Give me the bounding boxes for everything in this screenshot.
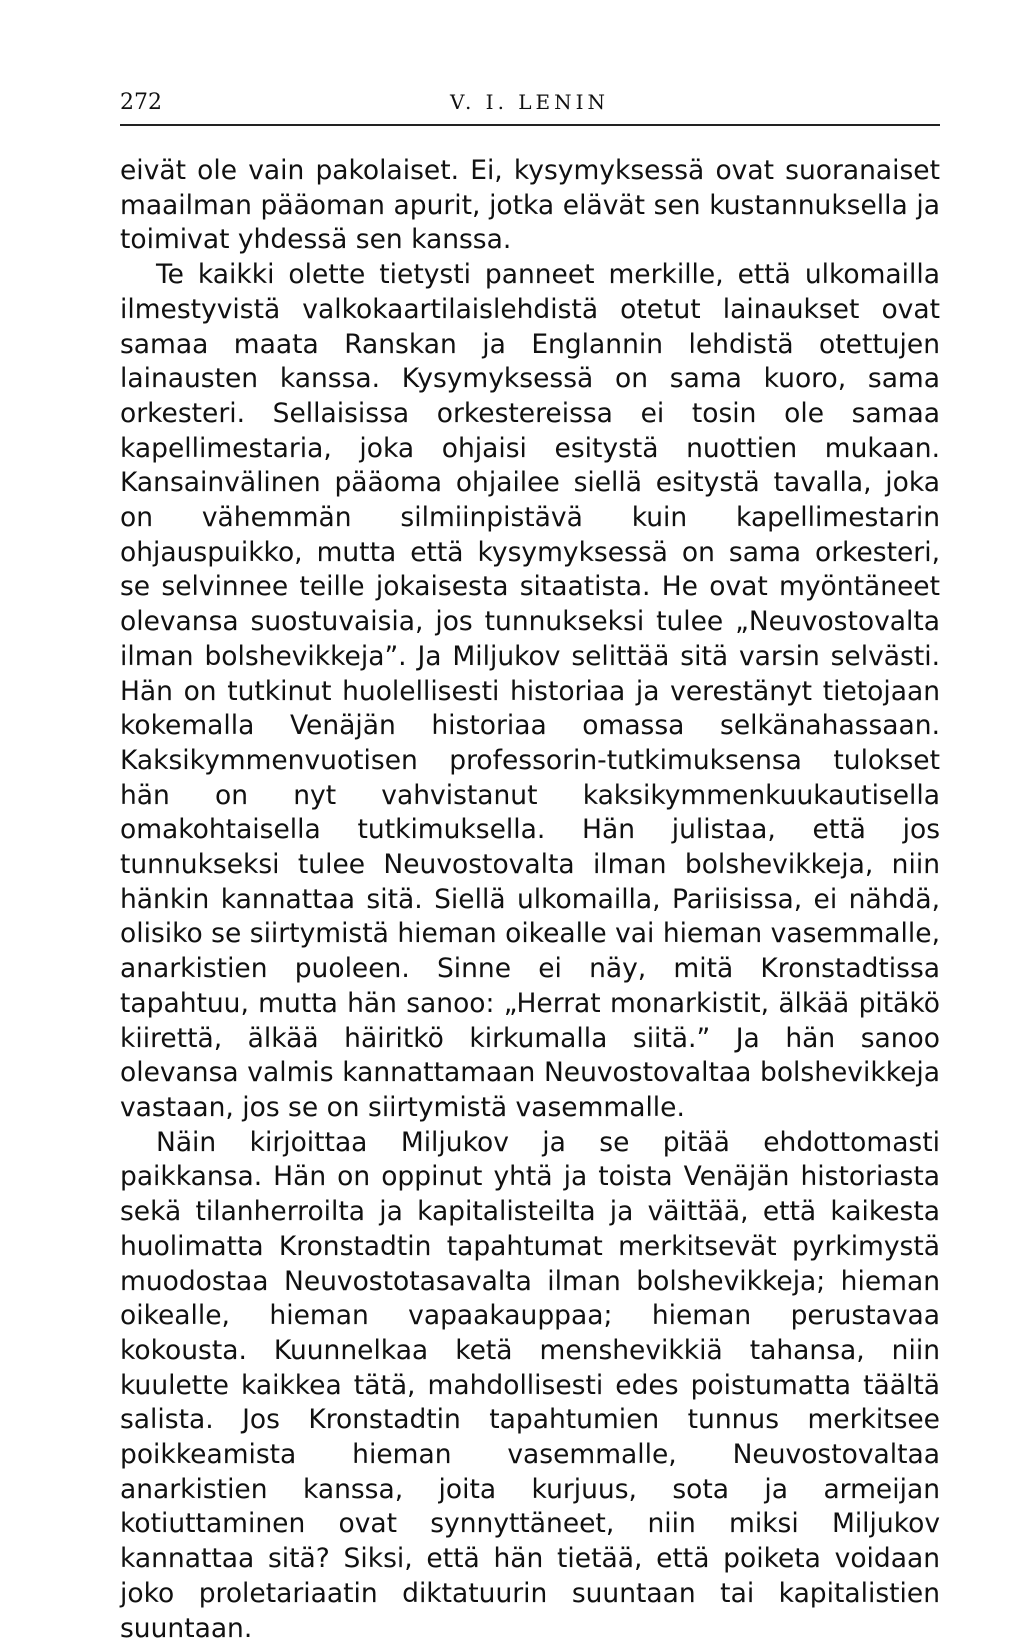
paragraph: eivät ole vain pakolaiset. Ei, kysymyksessä ovat suoranaiset maailman pääoman apurit, jotka elävät sen kustannuksella ja toimivat yhdessä sen kanssa. — [120, 155, 940, 256]
paragraph: Te kaikki olette tietysti panneet merkille, että ulkomailla ilmestyvistä valkokaartilaislehdistä otetut lainaukset ovat samaa maata Ranskan ja Englannin lehdistä otettujen lainausten kanssa. Kysymyksessä on sama kuoro, sama orkesteri. Sellaisissa orkestereissa ei tosin ole samaa kapellimestaria, joka ohjaisi esitystä nuottien mukaan. Kansainvälinen pääoma ohjailee siellä esitystä tavalla, joka on vähemmän silmiinpistävä kuin kapellimestarin ohjauspuikko, mutta että kysymyksessä on sama orkesteri, se selvinnee teille jokaisesta sitaatista. He ovat myöntäneet olevansa suostuvaisia, jos tunnukseksi tulee „Neuvostovalta ilman bolshevikkeja”. Ja Miljukov selittää sitä varsin selvästi. Hän on tutkinut huolellisesti historiaa ja verestänyt tietojaan kokemalla Venäjän historiaa omassa selkänahassaan. Kaksikymmenvuotisen professorin-tutkimuksensa tulokset hän on nyt vahvistanut kaksikymmenkuukautisella omakohtaisella tutkimuksella. Hän julistaa, että jos tunnukseksi tulee Neuvostovalta ilman bolshevikkeja, niin hänkin kannattaa sitä. Siellä ulkomailla, Pariisissa, ei nähdä, olisiko se siirtymistä hieman oikealle vai hieman vasemmalle, anarkistien puoleen. Sinne ei näy, mitä Kronstadtissa tapahtuu, mutta hän sanoo: „Herrat monarkistit, älkää pitäkö kiirettä, älkää häiritkö kirkumalla siitä.” Ja hän sanoo olevansa valmis kannattamaan Neuvostovaltaa bolshevikkeja vastaan, jos se on siirtymistä vasemmalle. — [120, 259, 940, 1123]
body-text — [120, 154, 940, 1646]
running-header — [120, 88, 940, 126]
paragraph: Näin kirjoittaa Miljukov ja se pitää ehdottomasti paikkansa. Hän on oppinut yhtä ja toista Venäjän historiasta sekä tilanherroilta ja kapitalisteilta ja väittää, että kaikesta huolimatta Kronstadtin tapahtumat merkitsevät pyrkimystä muodostaa Neuvostotasavalta ilman bolshevikkeja; hieman oikealle, hieman vapaakauppaa; hieman perustavaa kokousta. Kuunnelkaa ketä menshevikkiä tahansa, niin kuulette kaikkea tätä, mahdollisesti edes poistumatta täältä salista. Jos Kronstadtin tapahtumien tunnus merkitsee poikkeamista hieman vasemmalle, Neuvostovaltaa anarkistien kanssa, joita kurjuus, sota ja armeijan kotiuttaminen ovat synnyttäneet, niin miksi Miljukov kannattaa sitä? Siksi, että hän tietää, että poiketa voidaan joko proletariaatin diktatuurin suuntaan tai kapitalistien suuntaan. — [120, 1126, 940, 1644]
book-page — [120, 88, 940, 1646]
page-number: 272 — [120, 90, 162, 115]
running-title-author: V. I. LENIN — [450, 90, 610, 114]
